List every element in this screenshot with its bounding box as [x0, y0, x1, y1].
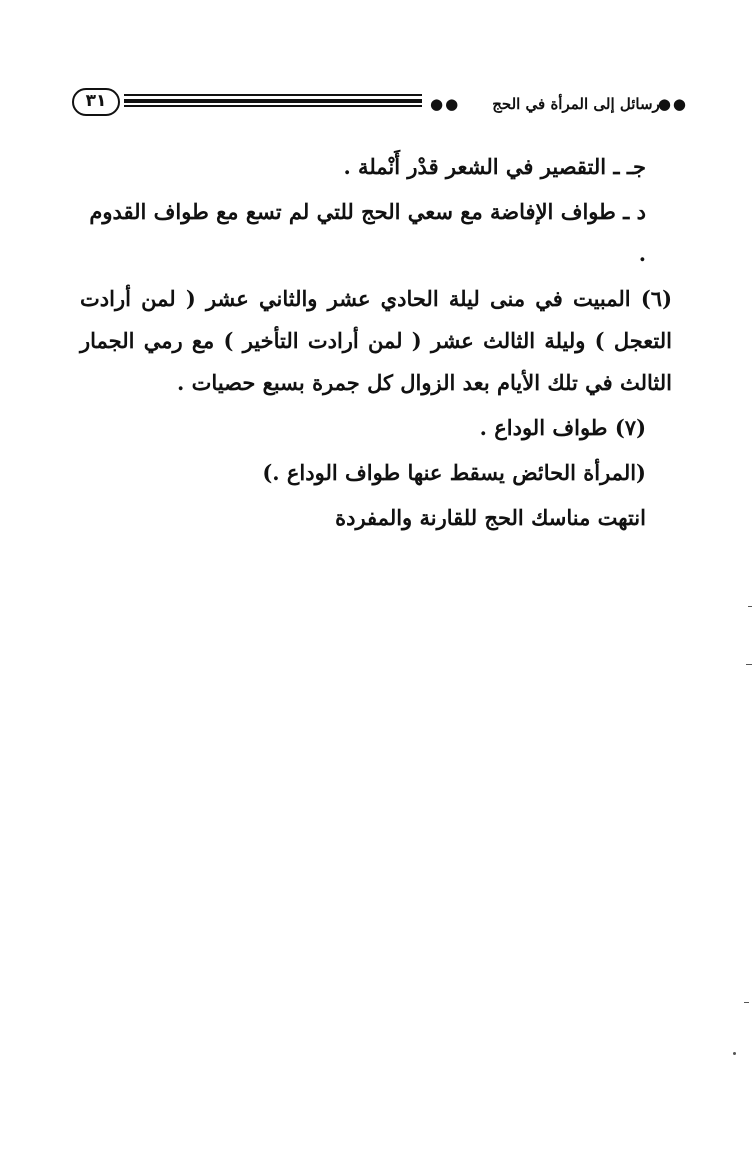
page-body: [80, 146, 672, 542]
scan-speck: [746, 664, 752, 665]
header-rule: [124, 94, 422, 107]
list-item-7: (٧) طواف الوداع .: [479, 415, 646, 440]
list-item-j: جـ ـ التقصير في الشعر قدْر أَنْملة .: [343, 154, 646, 179]
list-item-d: د ـ طواف الإفاضة مع سعي الحج للتي لم تسع مع طواف القدوم .: [89, 199, 646, 266]
page-number: ٣١: [72, 88, 120, 116]
scan-speck: [748, 606, 752, 607]
list-item-6: (٦) المبيت في منى ليلة الحادي عشر والثاني عشر ( لمن أرادت التعجل ) وليلة الثالث عشر ( لمن أرادت التأخير ) مع رمي الجمار الثالث في تلك الأيام بعد الزوال كل جمرة بسبع حصيات .: [80, 286, 672, 395]
ornament-dots-right: ●●: [657, 95, 688, 113]
ornament-dots-left: ●●: [430, 95, 461, 113]
page-header: [72, 84, 688, 124]
scan-speck: [744, 1002, 749, 1003]
closing-line: انتهت مناسك الحج للقارنة والمفردة: [335, 505, 646, 530]
note-paragraph: (المرأة الحائض يسقط عنها طواف الوداع .): [262, 460, 646, 485]
running-title: رسائل إلى المرأة في الحج: [492, 95, 660, 113]
scan-speck: [733, 1052, 736, 1055]
